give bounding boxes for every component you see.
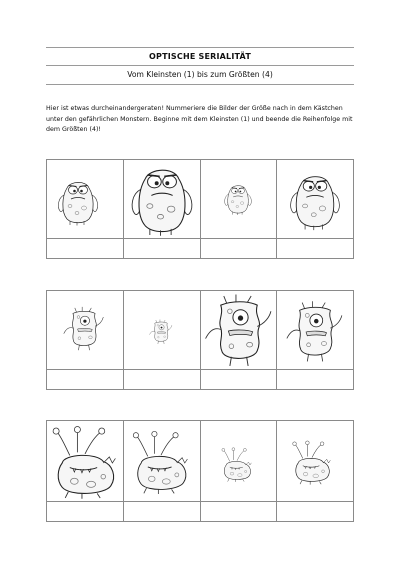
answer-box[interactable] xyxy=(201,502,278,521)
answer-box[interactable] xyxy=(124,239,201,258)
title-mid-rule xyxy=(46,65,354,66)
one-eyed-monster-icon xyxy=(148,317,174,347)
exercise-1-grid xyxy=(46,159,354,259)
answer-box[interactable] xyxy=(47,370,124,389)
exercise-2-picture-cell xyxy=(124,291,201,371)
one-eyed-monster-icon xyxy=(201,293,277,369)
exercise-2-grid xyxy=(46,290,354,390)
answer-box[interactable] xyxy=(201,239,278,258)
answer-box[interactable] xyxy=(124,370,201,389)
exercise-3-picture-cell xyxy=(47,421,124,503)
answer-box[interactable] xyxy=(201,370,278,389)
one-eyed-monster-icon xyxy=(283,299,347,365)
monster-with-glasses-icon xyxy=(283,170,347,232)
exercise-2-picture-cell xyxy=(277,291,353,371)
monster-with-glasses-icon xyxy=(53,174,103,230)
exercise-3-picture-cell xyxy=(201,421,278,503)
exercise-3-picture-cell xyxy=(124,421,201,503)
antenna-monster-icon xyxy=(128,429,194,497)
one-eyed-monster-icon xyxy=(61,303,107,355)
exercise-1-picture-cell xyxy=(47,160,124,240)
exercise-1-picture-cell xyxy=(277,160,353,240)
antenna-monster-icon xyxy=(219,447,255,483)
monster-with-glasses-icon xyxy=(221,180,255,218)
answer-box[interactable] xyxy=(277,239,353,258)
worksheet-subtitle: Vom Kleinsten (1) bis zum Größten (4) xyxy=(127,70,273,79)
answer-box[interactable] xyxy=(277,370,353,389)
exercise-1-picture-cell xyxy=(124,160,201,240)
title-top-rule xyxy=(46,47,354,48)
answer-box[interactable] xyxy=(124,502,201,521)
monster-with-glasses-icon xyxy=(120,162,204,238)
exercise-3-picture-cell xyxy=(277,421,353,503)
instructions-text: Hier ist etwas durcheinandergeraten! Nummeriere die Bilder der Größe nach in dem Kästchen unter den gefährlichen Monstern. Beginne mit dem Kleinsten (1) und beende die Reihenfolge mit dem Größten (4)! xyxy=(46,105,353,133)
title-bottom-rule xyxy=(46,84,354,85)
exercise-3-grid xyxy=(46,420,354,522)
exercise-1-picture-cell xyxy=(201,160,278,240)
answer-box[interactable] xyxy=(47,502,124,521)
answer-box[interactable] xyxy=(277,502,353,521)
exercise-2-picture-cell xyxy=(201,291,278,371)
answer-box[interactable] xyxy=(47,239,124,258)
antenna-monster-icon xyxy=(47,425,123,501)
exercise-2-picture-cell xyxy=(47,291,124,371)
worksheet-title: OPTISCHE SERIALITÄT xyxy=(149,52,251,61)
antenna-monster-icon xyxy=(289,439,335,487)
